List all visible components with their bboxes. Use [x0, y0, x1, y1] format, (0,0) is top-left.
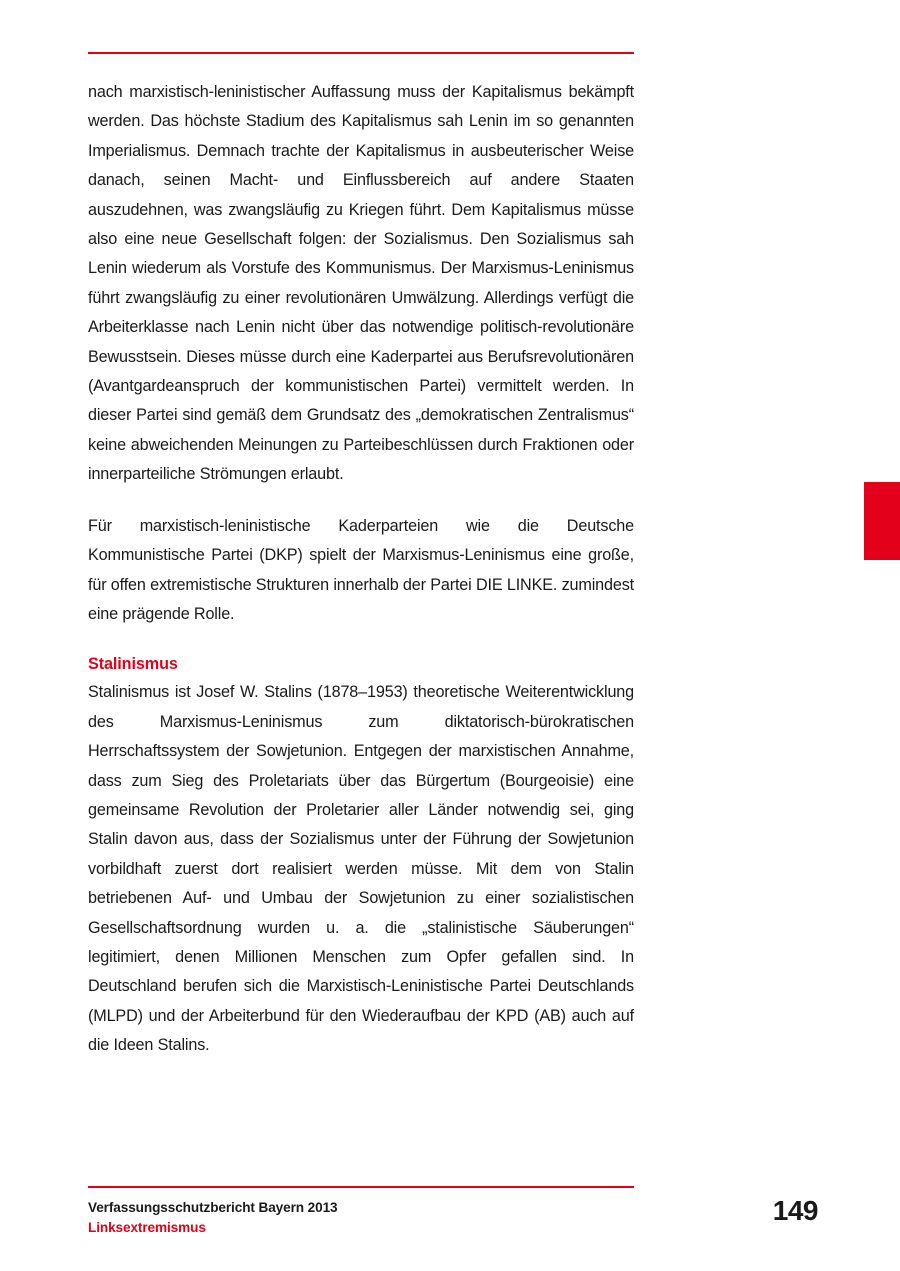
- page-number: 149: [772, 1195, 818, 1226]
- footer-chapter-title: Linksextremismus: [88, 1220, 206, 1235]
- paragraph-kaderparteien: Für marxistisch-leninistische Kaderparteien wie die Deutsche Kommunistische Partei (DKP) spielt der Marxismus-Leninismus eine große, für offen extremistische Strukturen innerhalb der Partei DIE LINKE. zumindest eine prägende Rolle.: [88, 516, 634, 623]
- section-heading-stalinismus: Stalinismus: [88, 655, 178, 674]
- page-footer: [88, 1195, 818, 1238]
- bottom-rule-divider: [88, 1186, 634, 1188]
- side-chapter-marker: [864, 482, 900, 560]
- footer-text-block: [88, 1198, 338, 1238]
- footer-report-title: Verfassungsschutzbericht Bayern 2013: [88, 1200, 338, 1215]
- top-rule-divider: [88, 52, 634, 54]
- paragraph-stalinismus: Stalinismus ist Josef W. Stalins (1878–1953) theoretische Weiterentwicklung des Marxismus-Leninismus zum diktatorisch-bürokratischen Herrschaftssystem der Sowjetunion. Entgegen der marxistischen Annahme, dass zum Sieg des Proletariats über das Bürgertum (Bourgeoisie) eine gemeinsame Revolution der Proletarier aller Länder notwendig sei, ging Stalin davon aus, dass der Sozialismus unter der Führung der Sowjetunion vorbildhaft zuerst dort realisiert werden müsse. Mit dem von Stalin betriebenen Auf- und Umbau der Sowjetunion zu einer sozialistischen Gesellschaftsordnung wurden u. a. die „stalinistische Säuberungen“ legitimiert, denen Millionen Menschen zum Opfer gefallen sind. In Deutschland berufen sich die Marxistisch-Leninistische Partei Deutschlands (MLPD) und der Arbeiterbund für den Wiederaufbau der KPD (AB) auch auf die Ideen Stalins.: [88, 683, 634, 1055]
- paragraph-marxism-leninism: nach marxistisch-leninistischer Auffassung muss der Kapitalismus bekämpft werden. Das höchste Stadium des Kapitalismus sah Lenin im so genannten Imperialismus. Demnach trachte der Kapitalismus in ausbeuterischer Weise danach, seinen Macht- und Einflussbereich auf andere Staaten auszudehnen, was zwangsläufig zu Kriegen führt. Dem Kapitalismus müsse also eine neue Gesellschaft folgen: der Sozialismus. Den Sozialismus sah Lenin wiederum als Vorstufe des Kommunismus. Der Marxismus-Leninismus führt zwangsläufig zu einer revolutionären Umwälzung. Allerdings verfügt die Arbeiterklasse nach Lenin nicht über das notwendige politisch-revolutionäre Bewusstsein. Dieses müsse durch eine Kaderpartei aus Berufsrevolutionären (Avantgardeanspruch der kommunistischen Partei) vermittelt werden. In dieser Partei sind gemäß dem Grundsatz des „demokratischen Zentralismus“ keine abweichenden Meinungen zu Parteibeschlüssen durch Fraktionen oder innerparteiliche Strömungen erlaubt.: [88, 83, 634, 484]
- page-content: [88, 78, 634, 1061]
